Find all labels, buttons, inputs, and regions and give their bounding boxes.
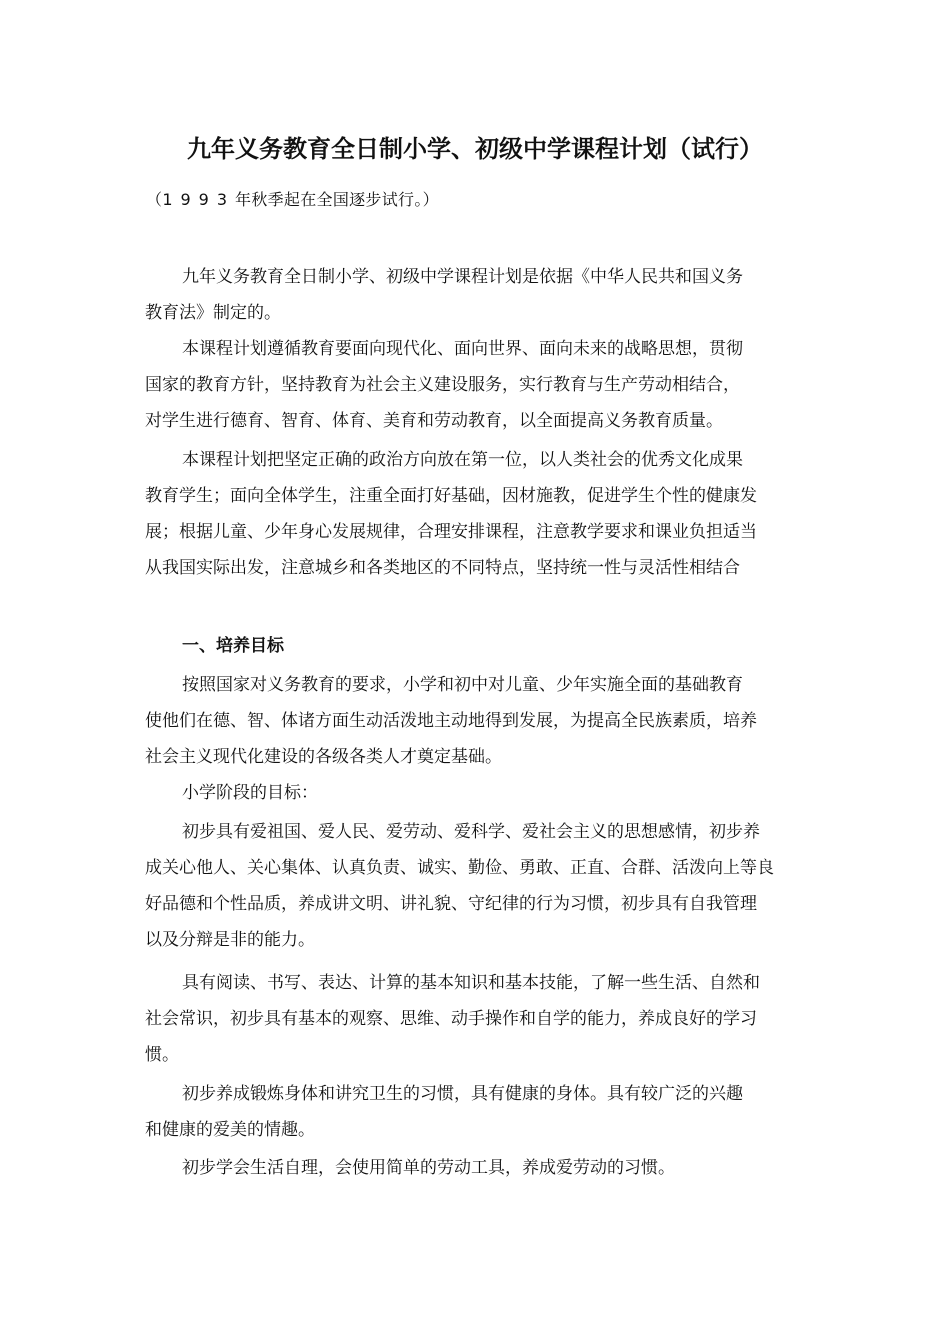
- text-line: 教育学生；面向全体学生，注重全面打好基础，因材施教，促进学生个性的健康发: [145, 486, 757, 506]
- text-line: 教育法》制定的。: [145, 303, 281, 323]
- text-line: 对学生进行德育、智育、体育、美育和劳动教育，以全面提高义务教育质量。: [145, 411, 723, 431]
- text-line: 和健康的爱美的情趣。: [145, 1120, 315, 1140]
- text-line: 以及分辩是非的能力。: [145, 930, 315, 950]
- text-line: 具有阅读、书写、表达、计算的基本知识和基本技能，了解一些生活、自然和: [182, 973, 760, 993]
- text-line: 初步学会生活自理，会使用简单的劳动工具，养成爱劳动的习惯。: [182, 1158, 675, 1178]
- subtitle-text: 年秋季起在全国逐步试行。）: [235, 190, 439, 209]
- text-line: 国家的教育方针，坚持教育为社会主义建设服务，实行教育与生产劳动相结合，: [145, 375, 740, 395]
- text-line: 从我国实际出发，注意城乡和各类地区的不同特点，坚持统一性与灵活性相结合: [145, 558, 740, 578]
- section-1-paragraph-4: [145, 965, 810, 1073]
- text-line: 社会常识，初步具有基本的观察、思维、动手操作和自学的能力，养成良好的学习: [145, 1009, 757, 1029]
- text-line: 本课程计划遵循教育要面向现代化、面向世界、面向未来的战略思想，贯彻: [182, 339, 743, 359]
- text-line: 成关心他人、关心集体、认真负责、诚实、勤俭、勇敢、正直、合群、活泼向上等良: [145, 858, 774, 878]
- section-heading: 一、培养目标: [182, 636, 284, 656]
- section-1-paragraph-5: [145, 1076, 810, 1148]
- document-subtitle: [146, 188, 826, 212]
- text-line: 好品德和个性品质，养成讲文明、讲礼貌、守纪律的行为习惯，初步具有自我管理: [145, 894, 757, 914]
- intro-paragraph-1: [145, 259, 810, 331]
- text-line: 初步具有爱祖国、爱人民、爱劳动、爱科学、爱社会主义的思想感情，初步养: [182, 822, 760, 842]
- section-1: [145, 628, 810, 664]
- intro-paragraph-3: [145, 442, 810, 586]
- section-1-paragraph-6: [145, 1150, 810, 1186]
- text-line: 使他们在德、智、体诸方面生动活泼地主动地得到发展，为提高全民族素质，培养: [145, 711, 757, 731]
- text-line: 社会主义现代化建设的各级各类人才奠定基础。: [145, 747, 502, 767]
- section-1-paragraph-3: [145, 814, 810, 958]
- subtitle-year: 1993: [162, 190, 236, 209]
- document-title: 九年义务教育全日制小学、初级中学课程计划（试行）: [187, 135, 763, 163]
- section-1-paragraph-2: [145, 775, 810, 811]
- text-line: 本课程计划把坚定正确的政治方向放在第一位，以人类社会的优秀文化成果: [182, 450, 743, 470]
- text-line: 展；根据儿童、少年身心发展规律，合理安排课程，注意教学要求和课业负担适当: [145, 522, 757, 542]
- text-line: 按照国家对义务教育的要求，小学和初中对儿童、少年实施全面的基础教育: [182, 675, 743, 695]
- text-line: 小学阶段的目标：: [182, 783, 318, 803]
- subtitle-open-paren: （: [146, 190, 163, 209]
- text-line: 九年义务教育全日制小学、初级中学课程计划是依据《中华人民共和国义务: [182, 267, 743, 287]
- intro-paragraph-2: [145, 331, 810, 439]
- section-1-paragraph-1: [145, 667, 810, 775]
- text-line: 惯。: [145, 1045, 179, 1065]
- text-line: 初步养成锻炼身体和讲究卫生的习惯，具有健康的身体。具有较广泛的兴趣: [182, 1084, 743, 1104]
